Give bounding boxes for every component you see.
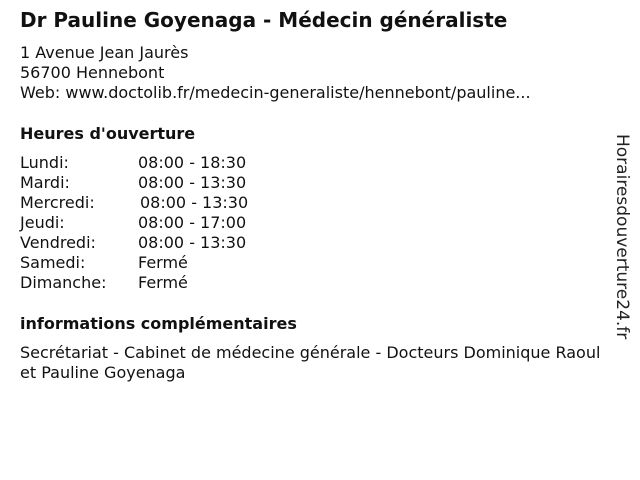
hours-day: Dimanche: xyxy=(20,273,107,292)
site-watermark: Horairesdouverture24.fr xyxy=(612,134,632,340)
hours-time: 08:00 - 13:30 xyxy=(140,193,249,212)
hours-time: Fermé xyxy=(138,253,188,272)
hours-day: Lundi: xyxy=(20,153,69,172)
hours-row xyxy=(20,233,280,253)
hours-day: Samedi: xyxy=(20,253,86,272)
info-heading: informations complémentaires xyxy=(20,314,297,333)
hours-table xyxy=(20,153,280,293)
hours-day: Jeudi: xyxy=(20,213,65,232)
hours-row xyxy=(20,173,280,193)
hours-time: 08:00 - 13:30 xyxy=(138,173,247,192)
hours-heading: Heures d'ouverture xyxy=(20,124,196,143)
website-link[interactable]: Web: www.doctolib.fr/medecin-generaliste/hennebont/pauline... xyxy=(20,83,531,102)
address-street: 1 Avenue Jean Jaurès xyxy=(20,43,189,62)
hours-time: Fermé xyxy=(138,273,188,292)
hours-row xyxy=(20,273,280,293)
hours-day: Mardi: xyxy=(20,173,70,192)
hours-time: 08:00 - 17:00 xyxy=(138,213,247,232)
hours-time: 08:00 - 18:30 xyxy=(138,153,247,172)
info-text: Secrétariat - Cabinet de médecine générale - Docteurs Dominique Raoul et Pauline Goyenaga xyxy=(20,343,601,382)
address-city: 56700 Hennebont xyxy=(20,63,165,82)
hours-day: Vendredi: xyxy=(20,233,96,252)
hours-row xyxy=(20,153,280,173)
hours-row xyxy=(20,193,280,213)
hours-row xyxy=(20,253,280,273)
hours-day: Mercredi: xyxy=(20,193,95,212)
page-title: Dr Pauline Goyenaga - Médecin généraliste xyxy=(20,8,508,32)
address-block xyxy=(20,43,531,103)
hours-row xyxy=(20,213,280,233)
hours-time: 08:00 - 13:30 xyxy=(138,233,247,252)
